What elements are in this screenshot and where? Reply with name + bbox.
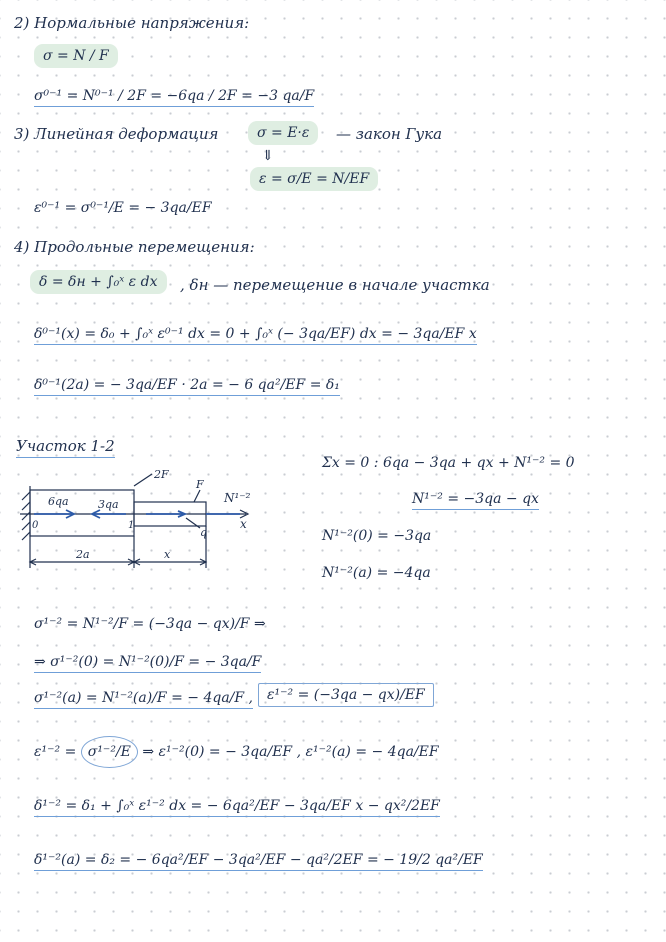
section4-note: , δн — перемещение в начале участка — [180, 276, 490, 294]
delta-line2: δ¹⁻²(a) = δ₂ = − 6qa²/EF − 3qa²/EF − qa²/2EF = − 19/2 qa²/EF — [34, 852, 483, 871]
area-f-label: F — [196, 478, 204, 491]
sigma-line2: ⇒ σ¹⁻²(0) = N¹⁻²(0)/F = − 3qa/F — [34, 654, 261, 673]
section2-formula-line: σ⁰⁻¹ = N⁰⁻¹ / 2F = −6qa / 2F = −3 qa/F — [34, 88, 314, 107]
strain-results: ⇒ ε¹⁻²(0) = − 3qa/EF , ε¹⁻²(a) = − 4qa/EF — [137, 744, 439, 760]
section2-heading: 2) Нормальные напряжения: — [14, 14, 250, 32]
section4-line2: δ⁰⁻¹(2a) = − 3qa/EF · 2a = − 6 qa²/EF = δ₁ — [34, 377, 340, 396]
segment-heading: Участок 1-2 — [16, 437, 115, 458]
section4-formula-highlight: δ = δн + ∫₀ˣ ε dx — [30, 270, 167, 294]
dim-2a-label: 2a — [76, 548, 90, 561]
section3-strain-line: ε⁰⁻¹ = σ⁰⁻¹/E = − 3qa/EF — [34, 200, 212, 216]
n-at-0: N¹⁻²(0) = −3qa — [322, 528, 432, 544]
strain-prefix: ε¹⁻² = — [34, 744, 81, 760]
boxed-strain: ε¹⁻² = (−3qa − qx)/EF — [258, 683, 434, 707]
section3-heading: 3) Линейная деформация — [14, 125, 219, 143]
n-result: N¹⁻² = −3qa − qx — [412, 491, 539, 510]
circled-strain-term: σ¹⁻²/E — [81, 736, 138, 768]
x-axis-label: x — [240, 517, 247, 531]
point-0-label: 0 — [32, 520, 39, 531]
section2-formula-highlight: σ = N / F — [34, 44, 118, 68]
strain-highlight: ε = σ/E = N/EF — [250, 167, 378, 191]
implies-arrow: ⇓ — [262, 148, 274, 164]
beam-diagram — [14, 468, 256, 576]
section4-heading: 4) Продольные перемещения: — [14, 238, 255, 256]
q-load-label: q — [200, 526, 208, 539]
point-1-label: 1 — [128, 520, 135, 531]
n-at-a: N¹⁻²(a) = −4qa — [322, 565, 431, 581]
hooke-highlight: σ = E·ε — [248, 121, 318, 145]
hooke-label: — закон Гука — [336, 125, 443, 143]
delta-line1: δ¹⁻² = δ₁ + ∫₀ˣ ε¹⁻² dx = − 6qa²/EF − 3qa/EF x − qx²/2EF — [34, 798, 440, 817]
force-3qa-label: 3qa — [98, 498, 119, 511]
force-6qa-label: 6qa — [48, 495, 69, 508]
sigma-line1: σ¹⁻² = N¹⁻²/F = (−3qa − qx)/F ⇒ — [34, 616, 266, 632]
strain-line — [34, 744, 439, 760]
area-2f-label: 2F — [154, 468, 169, 481]
dim-x-label: x — [164, 548, 171, 561]
sigma-line3: σ¹⁻²(a) = N¹⁻²(a)/F = − 4qa/F , — [34, 690, 253, 709]
n-force-label: N¹⁻² — [224, 491, 251, 505]
section4-line1: δ⁰⁻¹(x) = δ₀ + ∫₀ˣ ε⁰⁻¹ dx = 0 + ∫₀ˣ (− 3qa/EF) dx = − 3qa/EF x — [34, 326, 477, 345]
sum-equation: Σx = 0 : 6qa − 3qa + qx + N¹⁻² = 0 — [322, 455, 575, 471]
